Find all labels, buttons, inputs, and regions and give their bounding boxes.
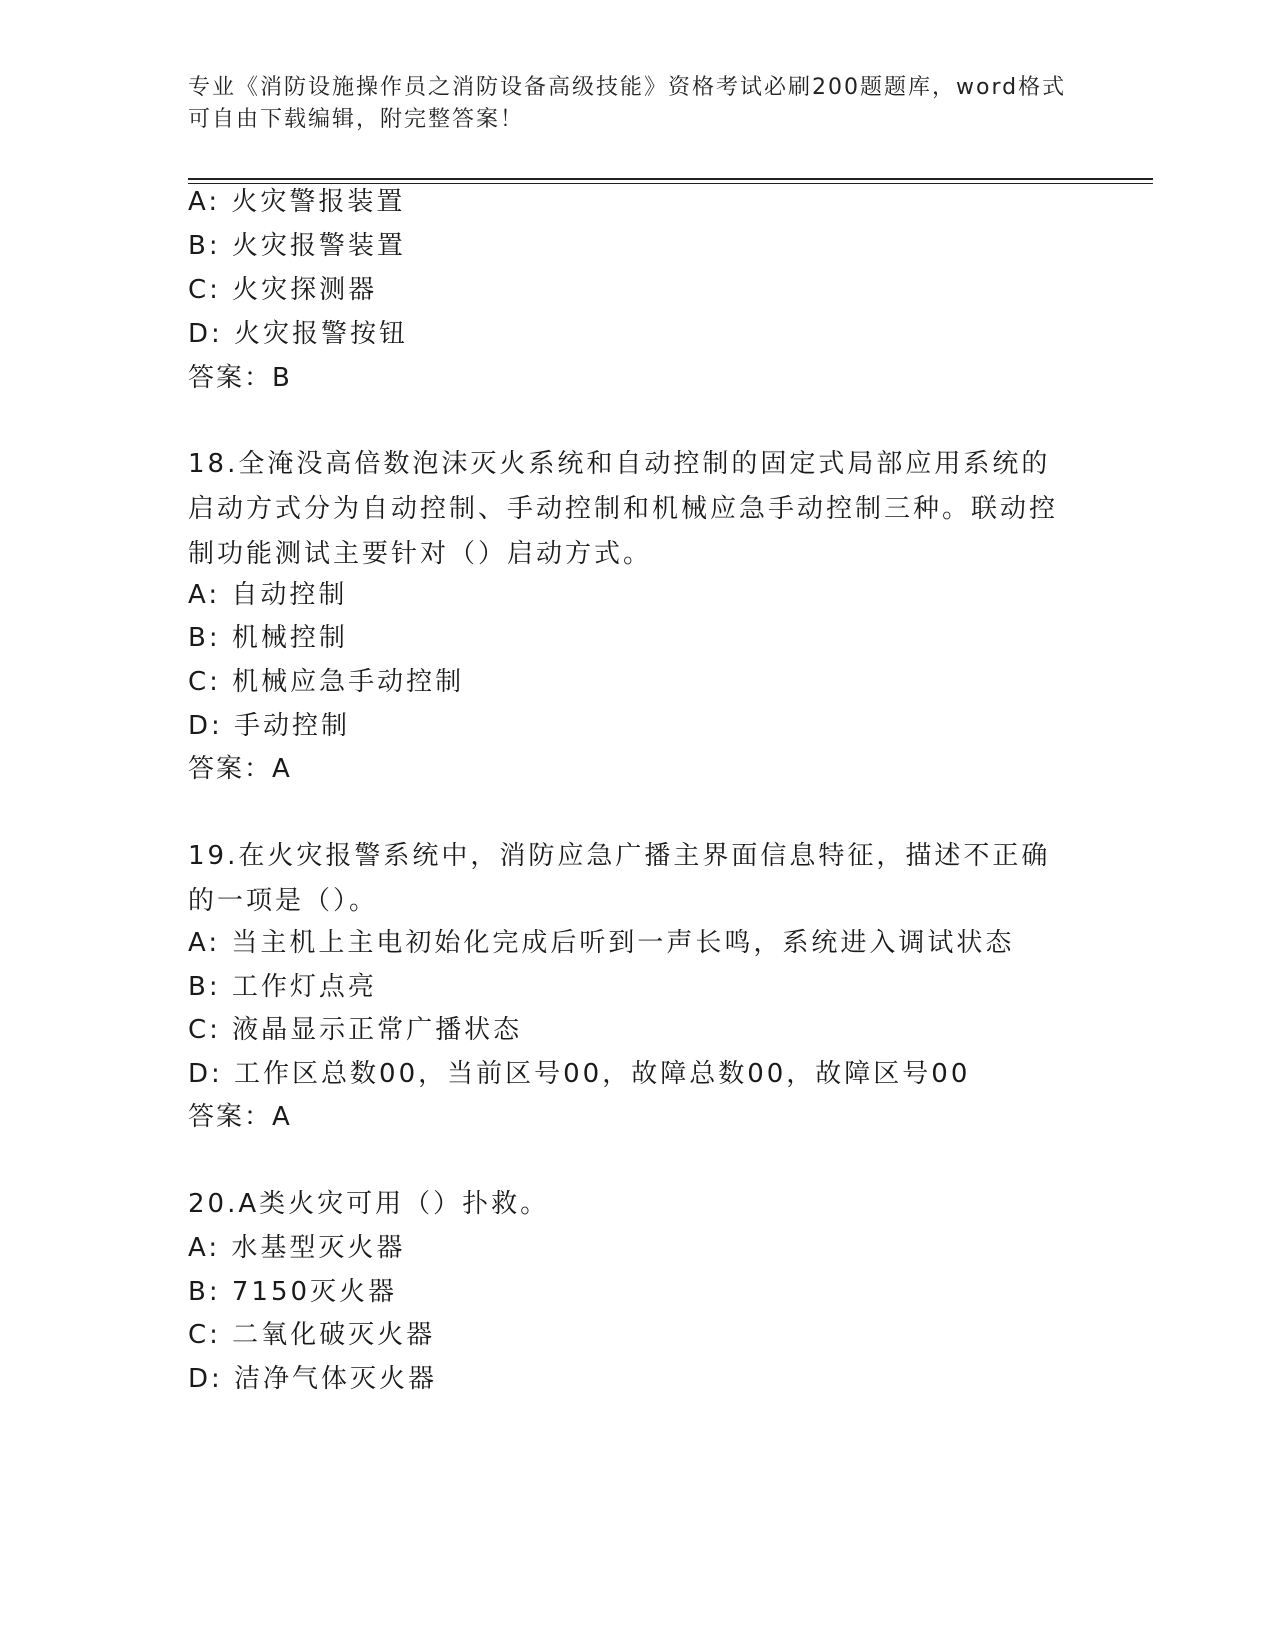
q18-option-b: B: 机械控制	[188, 623, 348, 653]
header-rule-thick	[188, 178, 1153, 180]
q18-option-a: A: 自动控制	[188, 580, 348, 610]
q20-question: 20.A类火灾可用（）扑救。	[188, 1189, 550, 1219]
q19-answer: 答案：A	[188, 1102, 292, 1132]
q19-option-a: A: 当主机上主电初始化完成后听到一声长鸣，系统进入调试状态	[188, 928, 1015, 958]
q19-question: 19.在火灾报警系统中，消防应急广播主界面信息特征，描述不正确的一项是（）。	[188, 841, 1051, 916]
q19-option-b: B: 工作灯点亮	[188, 972, 377, 1002]
q18-option-c: C: 机械应急手动控制	[188, 667, 465, 697]
q18-option-d: D: 手动控制	[188, 711, 351, 741]
q20-option-c: C: 二氧化破灭火器	[188, 1320, 436, 1350]
q18-question: 18.全淹没高倍数泡沫灭火系统和自动控制的固定式局部应用系统的启动方式分为自动控制、手动控制和机械应急手动控制三种。联动控制功能测试主要针对（）启动方式。	[188, 449, 1059, 569]
q19-option-c: C: 液晶显示正常广播状态	[188, 1015, 523, 1045]
q17-answer: 答案：B	[188, 363, 292, 393]
q17-option-d: D: 火灾报警按钮	[188, 319, 409, 349]
q17-option-b: B: 火灾报警装置	[188, 231, 406, 261]
document-header: 专业《消防设施操作员之消防设备高级技能》资格考试必刷200题题库，word格式可自由下载编辑，附完整答案！	[188, 75, 1067, 132]
q20-option-b: B: 7150灭火器	[188, 1277, 398, 1307]
q20-option-d: D: 洁净气体灭火器	[188, 1364, 438, 1394]
q17-option-a: A: 火灾警报装置	[188, 187, 406, 217]
q17-option-c: C: 火灾探测器	[188, 275, 378, 305]
q18-answer: 答案：A	[188, 754, 292, 784]
q20-option-a: A: 水基型灭火器	[188, 1233, 406, 1263]
q19-option-d: D: 工作区总数00，当前区号00，故障总数00，故障区号00	[188, 1059, 971, 1089]
